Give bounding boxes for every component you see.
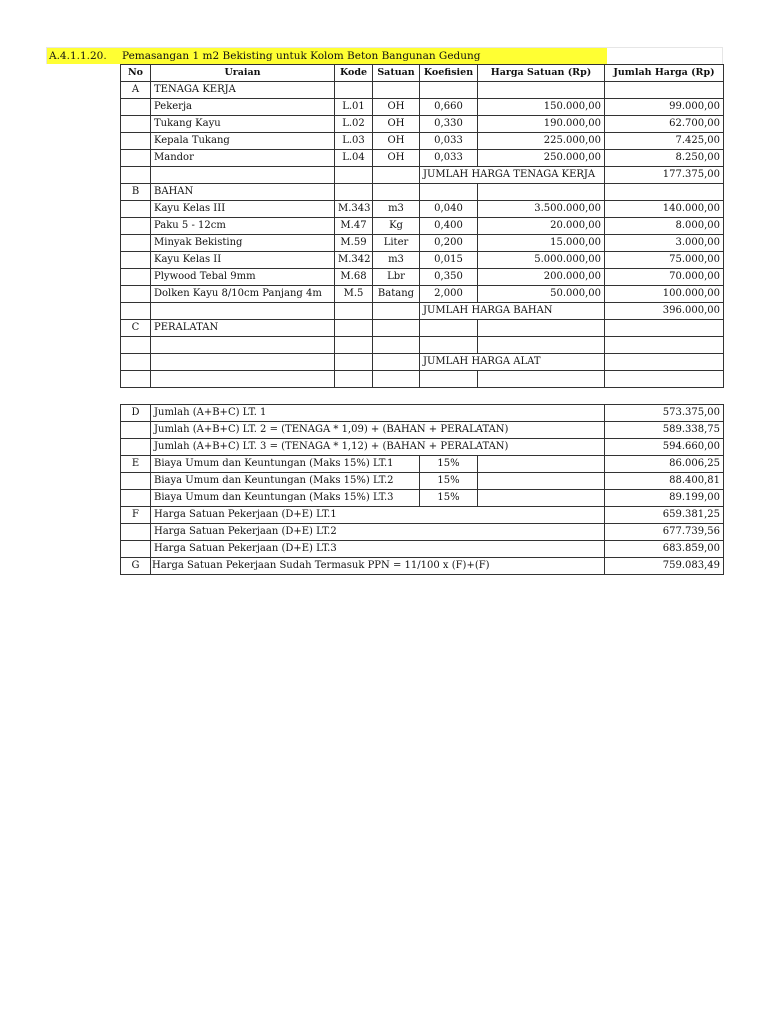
empty-cell[interactable]	[420, 371, 478, 388]
harga-cell[interactable]: 250.000,00	[478, 150, 605, 167]
harga-cell[interactable]: 200.000,00	[478, 269, 605, 286]
summary-label-cell[interactable]: Jumlah (A+B+C) LT. 3 = (TENAGA * 1,12) + (BAHAN + PERALATAN)	[151, 439, 605, 456]
koefisien-cell[interactable]: 0,033	[420, 150, 478, 167]
kode-cell[interactable]: L.01	[335, 99, 373, 116]
empty-cell[interactable]	[335, 354, 373, 371]
unit-price-row	[121, 541, 724, 558]
overhead-percent-cell[interactable]: 15%	[420, 473, 478, 490]
uraian-cell[interactable]: Kayu Kelas II	[151, 252, 335, 269]
empty-cell[interactable]	[151, 354, 335, 371]
empty-cell[interactable]	[121, 150, 151, 167]
header-no[interactable]: No	[121, 65, 151, 82]
section-a-no[interactable]: A	[121, 82, 151, 99]
empty-cell[interactable]	[121, 303, 151, 320]
kode-cell[interactable]: M.47	[335, 218, 373, 235]
empty-cell[interactable]	[420, 337, 478, 354]
koefisien-cell[interactable]: 0,660	[420, 99, 478, 116]
empty-cell[interactable]	[121, 99, 151, 116]
summary-label-cell[interactable]: Jumlah (A+B+C) LT. 2 = (TENAGA * 1,09) + (BAHAN + PERALATAN)	[151, 422, 605, 439]
summary-row	[121, 422, 724, 439]
empty-cell[interactable]	[121, 235, 151, 252]
uraian-cell[interactable]: Kepala Tukang	[151, 133, 335, 150]
empty-cell[interactable]	[335, 337, 373, 354]
summary-label-cell[interactable]: Jumlah (A+B+C) LT. 1	[151, 405, 605, 422]
satuan-cell[interactable]: Lbr	[373, 269, 420, 286]
final-price-row	[121, 558, 724, 575]
kode-cell[interactable]: L.02	[335, 116, 373, 133]
empty-cell[interactable]	[373, 303, 420, 320]
overhead-value-cell[interactable]: 88.400,81	[605, 473, 724, 490]
overhead-label-cell[interactable]: Biaya Umum dan Keuntungan (Maks 15%) LT.3	[151, 490, 420, 507]
harga-cell[interactable]: 5.000.000,00	[478, 252, 605, 269]
satuan-cell[interactable]: OH	[373, 133, 420, 150]
kode-cell[interactable]: M.68	[335, 269, 373, 286]
jumlah-cell[interactable]: 99.000,00	[605, 99, 724, 116]
empty-cell[interactable]	[420, 184, 478, 201]
empty-cell[interactable]	[121, 286, 151, 303]
satuan-cell[interactable]: m3	[373, 201, 420, 218]
satuan-cell[interactable]: Batang	[373, 286, 420, 303]
header-koefisien[interactable]: Koefisien	[420, 65, 478, 82]
empty-cell[interactable]	[420, 320, 478, 337]
kode-cell[interactable]: M.59	[335, 235, 373, 252]
empty-cell[interactable]	[373, 184, 420, 201]
kode-cell[interactable]: L.03	[335, 133, 373, 150]
header-row	[121, 65, 724, 82]
title-empty-cell[interactable]	[607, 47, 723, 64]
section-a-header-row	[121, 82, 724, 99]
header-kode[interactable]: Kode	[335, 65, 373, 82]
satuan-cell[interactable]: Liter	[373, 235, 420, 252]
empty-cell[interactable]	[605, 371, 724, 388]
table-row	[121, 99, 724, 116]
summary-value-cell[interactable]: 589.338,75	[605, 422, 724, 439]
koefisien-cell[interactable]: 0,330	[420, 116, 478, 133]
empty-cell[interactable]	[151, 303, 335, 320]
empty-cell[interactable]	[121, 473, 151, 490]
jumlah-cell[interactable]: 8.000,00	[605, 218, 724, 235]
overhead-label-cell[interactable]: Biaya Umum dan Keuntungan (Maks 15%) LT.2	[151, 473, 420, 490]
total-value-cell[interactable]: 396.000,00	[605, 303, 724, 320]
empty-cell[interactable]	[121, 269, 151, 286]
uraian-cell[interactable]: Minyak Bekisting	[151, 235, 335, 252]
section-e-no[interactable]: E	[121, 456, 151, 473]
section-b-total-row	[121, 303, 724, 320]
overhead-label-cell[interactable]: Biaya Umum dan Keuntungan (Maks 15%) LT.1	[151, 456, 420, 473]
jumlah-cell[interactable]: 62.700,00	[605, 116, 724, 133]
empty-cell[interactable]	[605, 337, 724, 354]
empty-cell[interactable]	[373, 167, 420, 184]
empty-cell[interactable]	[121, 490, 151, 507]
kode-cell[interactable]: L.04	[335, 150, 373, 167]
title-row	[46, 47, 723, 64]
unit-price-row	[121, 524, 724, 541]
unit-price-label-cell[interactable]: Harga Satuan Pekerjaan (D+E) LT.1	[151, 507, 605, 524]
harga-cell[interactable]: 225.000,00	[478, 133, 605, 150]
table-row	[121, 269, 724, 286]
overhead-percent-cell[interactable]: 15%	[420, 456, 478, 473]
kode-cell[interactable]: M.342	[335, 252, 373, 269]
harga-cell[interactable]: 15.000,00	[478, 235, 605, 252]
empty-cell[interactable]	[121, 439, 151, 456]
empty-cell[interactable]	[373, 337, 420, 354]
table-row	[121, 116, 724, 133]
section-b-label[interactable]: BAHAN	[151, 184, 335, 201]
unit-price-row	[121, 507, 724, 524]
total-label-cell[interactable]: JUMLAH HARGA BAHAN	[420, 303, 605, 320]
empty-cell[interactable]	[121, 371, 151, 388]
table-row	[121, 133, 724, 150]
summary-value-cell[interactable]: 594.660,00	[605, 439, 724, 456]
table-row	[121, 371, 724, 388]
spreadsheet	[46, 47, 723, 575]
empty-cell[interactable]	[373, 82, 420, 99]
final-price-label-cell[interactable]: Harga Satuan Pekerjaan Sudah Termasuk PPN = 11/100 x (F)+(F)	[151, 558, 605, 575]
section-c-label[interactable]: PERALATAN	[151, 320, 335, 337]
empty-cell[interactable]	[335, 184, 373, 201]
koefisien-cell[interactable]: 0,015	[420, 252, 478, 269]
table-row	[121, 218, 724, 235]
empty-cell[interactable]	[373, 320, 420, 337]
empty-cell[interactable]	[373, 371, 420, 388]
satuan-cell[interactable]: OH	[373, 99, 420, 116]
overhead-row	[121, 456, 724, 473]
total-value-cell[interactable]: 177.375,00	[605, 167, 724, 184]
uraian-cell[interactable]: Tukang Kayu	[151, 116, 335, 133]
uraian-cell[interactable]: Mandor	[151, 150, 335, 167]
empty-cell[interactable]	[121, 541, 151, 558]
empty-cell[interactable]	[478, 184, 605, 201]
koefisien-cell[interactable]: 0,033	[420, 133, 478, 150]
harga-cell[interactable]: 20.000,00	[478, 218, 605, 235]
uraian-cell[interactable]: Dolken Kayu 8/10cm Panjang 4m	[151, 286, 335, 303]
empty-cell[interactable]	[151, 337, 335, 354]
total-label-cell[interactable]: JUMLAH HARGA ALAT	[420, 354, 605, 371]
summary-row	[121, 439, 724, 456]
jumlah-cell[interactable]: 140.000,00	[605, 201, 724, 218]
section-c-header-row	[121, 320, 724, 337]
table-row	[121, 201, 724, 218]
overhead-value-cell[interactable]: 89.199,00	[605, 490, 724, 507]
header-satuan[interactable]: Satuan	[373, 65, 420, 82]
empty-cell[interactable]	[121, 201, 151, 218]
harga-cell[interactable]: 50.000,00	[478, 286, 605, 303]
unit-price-value-cell[interactable]: 677.739,56	[605, 524, 724, 541]
empty-cell[interactable]	[478, 320, 605, 337]
item-title-cell[interactable]: Pemasangan 1 m2 Bekisting untuk Kolom Beton Bangunan Gedung	[116, 47, 607, 64]
satuan-cell[interactable]: Kg	[373, 218, 420, 235]
empty-cell[interactable]	[478, 371, 605, 388]
empty-cell[interactable]	[121, 524, 151, 541]
jumlah-cell[interactable]: 70.000,00	[605, 269, 724, 286]
empty-cell[interactable]	[373, 354, 420, 371]
overhead-row	[121, 473, 724, 490]
koefisien-cell[interactable]: 0,040	[420, 201, 478, 218]
section-f-no[interactable]: F	[121, 507, 151, 524]
empty-cell[interactable]	[121, 116, 151, 133]
empty-cell[interactable]	[478, 490, 605, 507]
empty-cell[interactable]	[478, 82, 605, 99]
summary-row	[121, 405, 724, 422]
empty-cell[interactable]	[121, 354, 151, 371]
unit-price-value-cell[interactable]: 659.381,25	[605, 507, 724, 524]
header-jumlah-harga[interactable]: Jumlah Harga (Rp)	[605, 65, 724, 82]
section-c-no[interactable]: C	[121, 320, 151, 337]
jumlah-cell[interactable]: 75.000,00	[605, 252, 724, 269]
overhead-value-cell[interactable]: 86.006,25	[605, 456, 724, 473]
table-row	[121, 337, 724, 354]
uraian-cell[interactable]: Paku 5 - 12cm	[151, 218, 335, 235]
harga-cell[interactable]: 150.000,00	[478, 99, 605, 116]
section-b-no[interactable]: B	[121, 184, 151, 201]
empty-cell[interactable]	[335, 303, 373, 320]
satuan-cell[interactable]: OH	[373, 116, 420, 133]
section-g-no[interactable]: G	[121, 558, 151, 575]
uraian-cell[interactable]: Kayu Kelas III	[151, 201, 335, 218]
table-row	[121, 150, 724, 167]
empty-cell[interactable]	[151, 167, 335, 184]
total-label-cell[interactable]: JUMLAH HARGA TENAGA KERJA	[420, 167, 605, 184]
empty-cell[interactable]	[478, 473, 605, 490]
unit-price-label-cell[interactable]: Harga Satuan Pekerjaan (D+E) LT.3	[151, 541, 605, 558]
empty-cell[interactable]	[121, 422, 151, 439]
empty-cell[interactable]	[478, 456, 605, 473]
satuan-cell[interactable]: OH	[373, 150, 420, 167]
uraian-cell[interactable]: Pekerja	[151, 99, 335, 116]
section-a-label[interactable]: TENAGA KERJA	[151, 82, 335, 99]
empty-cell[interactable]	[121, 133, 151, 150]
jumlah-cell[interactable]: 100.000,00	[605, 286, 724, 303]
spacer-row	[121, 388, 724, 405]
empty-cell[interactable]	[478, 337, 605, 354]
empty-cell[interactable]	[335, 371, 373, 388]
koefisien-cell[interactable]: 2,000	[420, 286, 478, 303]
jumlah-cell[interactable]: 8.250,00	[605, 150, 724, 167]
kode-cell[interactable]: M.343	[335, 201, 373, 218]
empty-cell[interactable]	[121, 218, 151, 235]
satuan-cell[interactable]: m3	[373, 252, 420, 269]
total-value-cell[interactable]	[605, 354, 724, 371]
empty-cell[interactable]	[420, 82, 478, 99]
empty-cell[interactable]	[605, 82, 724, 99]
jumlah-cell[interactable]: 3.000,00	[605, 235, 724, 252]
koefisien-cell[interactable]: 0,350	[420, 269, 478, 286]
empty-cell[interactable]	[121, 388, 724, 405]
uraian-cell[interactable]: Plywood Tebal 9mm	[151, 269, 335, 286]
section-d-no[interactable]: D	[121, 405, 151, 422]
empty-cell[interactable]	[121, 337, 151, 354]
table-row	[121, 235, 724, 252]
empty-cell[interactable]	[605, 184, 724, 201]
empty-cell[interactable]	[121, 252, 151, 269]
header-harga-satuan[interactable]: Harga Satuan (Rp)	[478, 65, 605, 82]
section-b-header-row	[121, 184, 724, 201]
koefisien-cell[interactable]: 0,400	[420, 218, 478, 235]
empty-cell[interactable]	[335, 82, 373, 99]
empty-cell[interactable]	[605, 320, 724, 337]
table-row	[121, 252, 724, 269]
overhead-row	[121, 490, 724, 507]
empty-cell[interactable]	[121, 167, 151, 184]
unit-price-label-cell[interactable]: Harga Satuan Pekerjaan (D+E) LT.2	[151, 524, 605, 541]
summary-value-cell[interactable]: 573.375,00	[605, 405, 724, 422]
section-a-total-row	[121, 167, 724, 184]
koefisien-cell[interactable]: 0,200	[420, 235, 478, 252]
empty-cell[interactable]	[335, 320, 373, 337]
table-row	[121, 286, 724, 303]
item-code-cell[interactable]: A.4.1.1.20.	[46, 47, 116, 64]
final-price-value-cell[interactable]: 759.083,49	[605, 558, 724, 575]
section-c-total-row	[121, 354, 724, 371]
harga-cell[interactable]: 190.000,00	[478, 116, 605, 133]
harga-cell[interactable]: 3.500.000,00	[478, 201, 605, 218]
cost-analysis-table	[120, 64, 724, 575]
empty-cell[interactable]	[151, 371, 335, 388]
overhead-percent-cell[interactable]: 15%	[420, 490, 478, 507]
unit-price-value-cell[interactable]: 683.859,00	[605, 541, 724, 558]
header-uraian[interactable]: Uraian	[151, 65, 335, 82]
kode-cell[interactable]: M.5	[335, 286, 373, 303]
jumlah-cell[interactable]: 7.425,00	[605, 133, 724, 150]
empty-cell[interactable]	[335, 167, 373, 184]
